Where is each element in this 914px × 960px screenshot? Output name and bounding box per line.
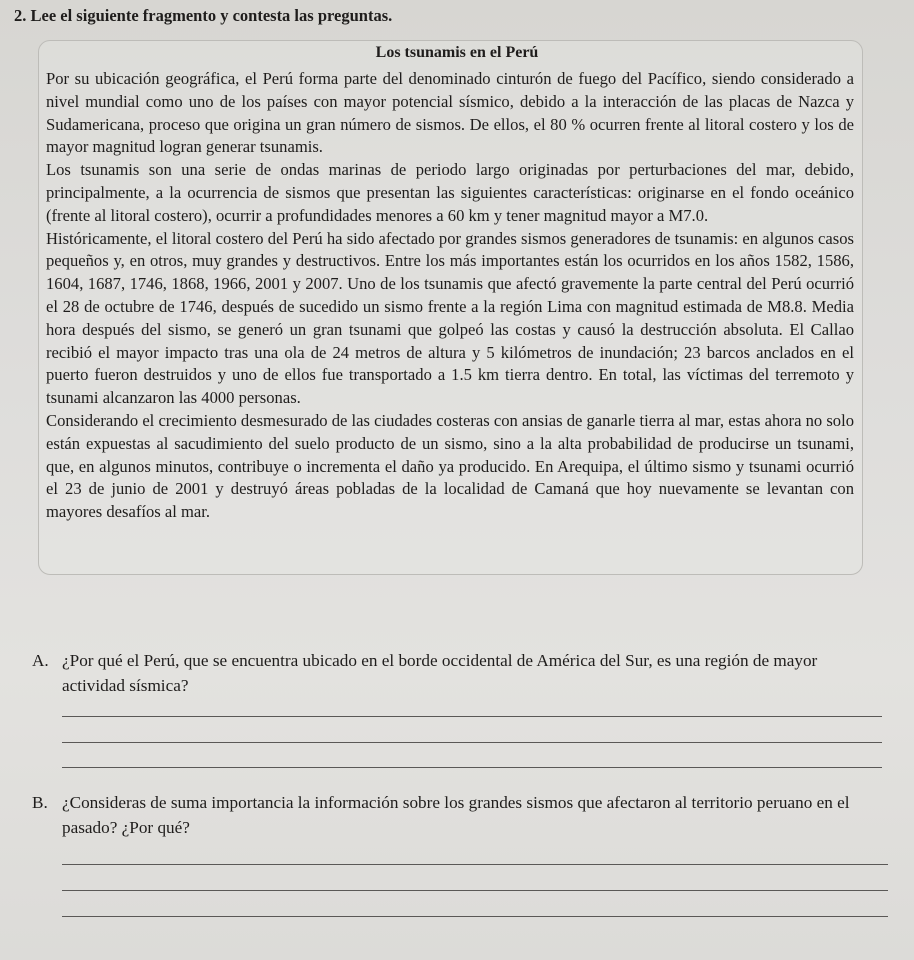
passage-paragraph: Por su ubicación geográfica, el Perú forma parte del denominado cinturón de fuego del Pacífico, siendo considerado a nivel mundial como uno de los países con mayor potencial sísmico, debido a la interacción de las placas de Nazca y Sudamericana, proceso que origina un gran número de sismos. De ellos, el 80 % ocurren frente al litoral costero y los de mayor magnitud logran generar tsunamis. — [46, 69, 854, 157]
answer-line-a3[interactable] — [62, 767, 882, 768]
answer-line-a2[interactable] — [62, 742, 882, 743]
answer-line-b2[interactable] — [62, 890, 888, 891]
passage-paragraph: Considerando el crecimiento desmesurado de las ciudades costeras con ansias de ganarle tierra al mar, estas ahora no solo están expuestas al sacudimiento del suelo producto de un sismo, sino a la alta probabilidad de producirse un tsunami, que, en algunos minutos, contribuye o incrementa el daño ya producido. En Arequipa, el último sismo y tsunami ocurrió el 23 de junio de 2001 y destruyó áreas pobladas de la localidad de Camaná que hoy nuevamente se levantan con mayores desafíos al mar. — [46, 410, 854, 522]
answer-line-b3[interactable] — [62, 916, 888, 917]
passage-title: Los tsunamis en el Perú — [375, 44, 539, 61]
answer-line-a1[interactable] — [62, 716, 882, 717]
question-text: ¿Por qué el Perú, que se encuentra ubicado en el borde occidental de América del Sur, es una región de mayor actividad sísmica? — [62, 651, 818, 695]
passage-paragraph: Los tsunamis son una serie de ondas marinas de periodo largo originadas por perturbaciones del mar, debido, principalmente, a la ocurrencia de sismos que presentan las siguientes características: originarse en el fondo oceánico (frente al litoral costero), ocurrir a profundidades menores a 60 km y tener magnitud mayor a M7.0. — [46, 160, 854, 225]
question-a — [32, 648, 882, 695]
answer-line-b1[interactable] — [62, 864, 888, 865]
question-letter: A. — [32, 651, 49, 670]
exercise-instruction: 2. Lee el siguiente fragmento y contesta las preguntas. — [14, 6, 393, 25]
passage-body — [46, 68, 854, 524]
question-text: ¿Consideras de suma importancia la información sobre los grandes sismos que afectaron al territorio peruano en el pasado? ¿Por qué? — [62, 793, 850, 837]
passage-paragraph: Históricamente, el litoral costero del Perú ha sido afectado por grandes sismos generadores de tsunamis: en algunos casos pequeños y, en otros, muy grandes y destructivos. Entre los más importantes están los ocurridos en los años 1582, 1586, 1604, 1687, 1746, 1868, 1966, 2001 y 2007. Uno de los tsunamis que afectó gravemente la parte central del Perú ocurrió el 28 de octubre de 1746, después de sucedido un sismo frente a la región Lima con magnitud estimada de M8.8. Media hora después del sismo, se generó un gran tsunami que golpeó las costas y causó la destrucción absoluta. El Callao recibió el mayor impacto tras una ola de 24 metros de altura y 5 kilómetros de inundación; 23 barcos anclados en el puerto fueron destruidos y uno de ellos fue transportado a 1.5 km tierra dentro. En total, las víctimas del terremoto y tsunami alcanzaron las 4000 personas. — [46, 228, 854, 408]
question-letter: B. — [32, 793, 48, 812]
question-b — [32, 790, 882, 837]
